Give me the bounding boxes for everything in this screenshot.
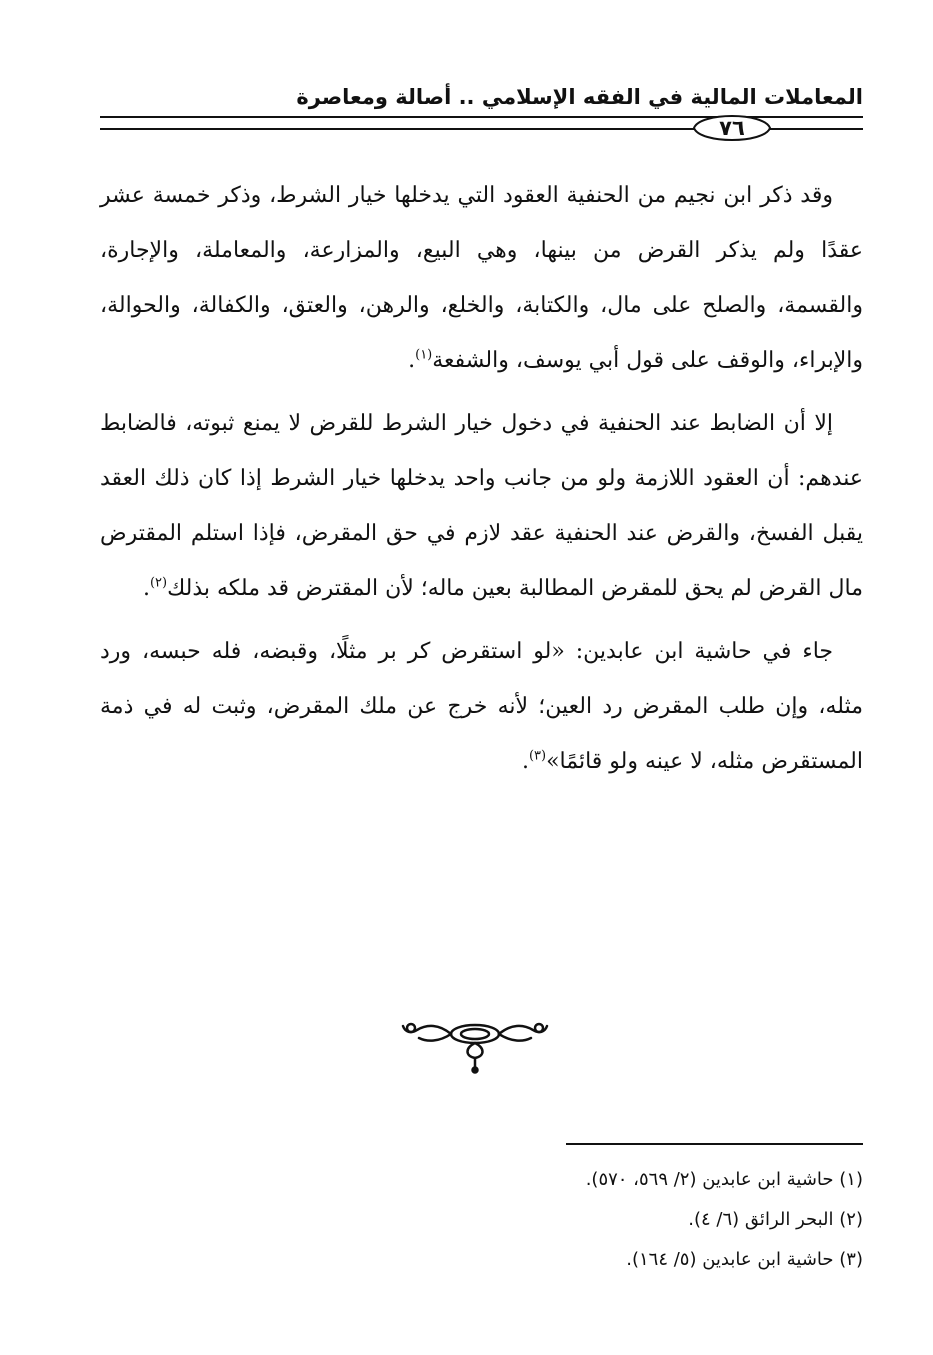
paragraph (100, 396, 863, 616)
paragraph-text: جاء في حاشية ابن عابدين: «لو استقرض كر بر مثلًا، وقبضه، فله حبسه، ورد مثله، وإن طلب المقرض رد العين؛ لأنه خرج عن ملك المقرض، وثبت له في ذمة المستقرض مثله، لا عينه ولو قائمًا» (100, 639, 863, 774)
arabesque-ornament-icon (395, 1012, 555, 1074)
footnote-item: (٣) حاشية ابن عابدين (٥/ ١٦٤). (626, 1249, 863, 1270)
footnote-item: (١) حاشية ابن عابدين (٢/ ٥٦٩، ٥٧٠). (585, 1169, 863, 1190)
footnote-reference: (٣) (528, 748, 547, 764)
paragraph (100, 168, 863, 388)
paragraph-text: وقد ذكر ابن نجيم من الحنفية العقود التي يدخلها خيار الشرط، وذكر خمسة عشر عقدًا ولم يذكر القرض من بينها، وهي البيع، والمزارعة، والمعاملة، والإجارة، والقسمة، والصلح على مال، والكتابة، والخلع، والرهن، والعتق، والكفالة، والحوالة، والإبراء، والوقف على قول أبي يوسف، والشفعة (100, 183, 863, 373)
footnotes (100, 1160, 863, 1280)
page-number: ٧٦ (719, 116, 745, 140)
footnote-reference: (٢) (149, 575, 168, 591)
footnote-reference: (١) (415, 347, 433, 363)
footnote-item: (٢) البحر الرائق (٦/ ٤). (688, 1209, 863, 1230)
paragraph-end: . (408, 348, 416, 373)
paragraph-end: . (142, 576, 150, 601)
paragraph (100, 624, 863, 789)
running-header: المعاملات المالية في الفقه الإسلامي .. أصالة ومعاصرة (296, 85, 863, 109)
footnote-separator (566, 1143, 863, 1145)
paragraph-text: إلا أن الضابط عند الحنفية في دخول خيار الشرط للقرض لا يمنع ثبوته، فالضابط عندهم: أن العقود اللازمة ولو من جانب واحد يدخلها خيار الشرط إذا كان ذلك العقد يقبل الفسخ، والقرض عند الحنفية عقد لازم في حق المقرض، فإذا استلم المقترض مال القرض لم يحق للمقرض المطالبة بعين ماله؛ لأن المقترض قد ملكه بذلك (100, 411, 863, 601)
paragraph-end: . (521, 749, 529, 774)
body-text (100, 168, 863, 797)
